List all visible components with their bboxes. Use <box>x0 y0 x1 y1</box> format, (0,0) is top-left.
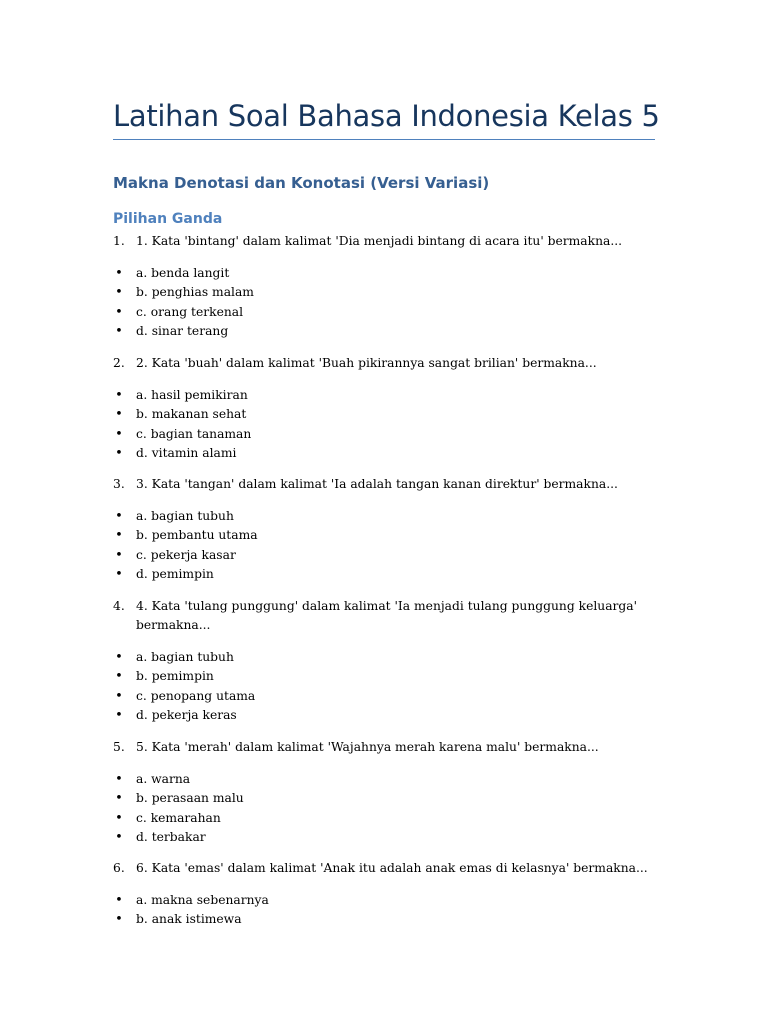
bullet-icon: • <box>115 266 123 281</box>
question-number: 5. <box>113 740 125 754</box>
bullet-icon: • <box>115 323 123 339</box>
question-item <box>113 232 655 251</box>
question-text: 2. Kata 'buah' dalam kalimat 'Buah pikirannya sangat brilian' bermakna... <box>136 356 597 370</box>
option-text: a. makna sebenarnya <box>136 893 269 907</box>
subsection-heading: Pilihan Ganda <box>113 211 223 227</box>
bullet-icon: • <box>115 285 123 301</box>
bullet-icon: • <box>115 669 123 685</box>
option-text: b. pemimpin <box>136 669 214 684</box>
bullet-icon: • <box>115 650 123 665</box>
bullet-icon: • <box>115 707 123 723</box>
option-text: d. pemimpin <box>136 566 214 581</box>
bullet-icon: • <box>115 772 123 787</box>
question-text: 3. Kata 'tangan' dalam kalimat 'Ia adalah tangan kanan direktur' bermakna... <box>136 477 618 491</box>
bullet-icon: • <box>115 791 123 807</box>
option-text: c. bagian tanaman <box>136 426 252 441</box>
option-text: a. bagian tubuh <box>136 509 234 523</box>
question-item <box>113 738 655 757</box>
bullet-icon: • <box>115 893 123 908</box>
option-item <box>113 891 655 910</box>
option-list <box>113 386 655 463</box>
option-text: b. anak istimewa <box>136 912 242 927</box>
option-item <box>113 386 655 405</box>
question-text: 1. Kata 'bintang' dalam kalimat 'Dia menjadi bintang di acara itu' bermakna... <box>136 234 623 248</box>
bullet-icon: • <box>115 509 123 524</box>
option-item <box>113 667 655 686</box>
question-item <box>113 475 655 494</box>
option-item <box>113 283 655 302</box>
bullet-icon: • <box>115 304 123 320</box>
bullet-icon: • <box>115 810 123 826</box>
option-text: a. benda langit <box>136 266 230 280</box>
question-text: 4. Kata 'tulang punggung' dalam kalimat 'Ia menjadi tulang punggung keluarga' bermakna... <box>136 599 637 632</box>
option-item <box>113 809 655 828</box>
option-text: b. makanan sehat <box>136 407 247 422</box>
bullet-icon: • <box>115 407 123 423</box>
option-text: a. hasil pemikiran <box>136 388 248 402</box>
bullet-icon: • <box>115 528 123 544</box>
option-text: a. bagian tubuh <box>136 650 234 664</box>
option-item <box>113 425 655 444</box>
option-list <box>113 264 655 341</box>
option-item <box>113 526 655 545</box>
question-number: 3. <box>113 477 125 491</box>
question-text: 6. Kata 'emas' dalam kalimat 'Anak itu adalah anak emas di kelasnya' bermakna... <box>136 861 648 875</box>
bullet-icon: • <box>115 388 123 403</box>
option-item <box>113 687 655 706</box>
question-item <box>113 597 655 635</box>
option-text: a. warna <box>136 772 191 786</box>
bullet-icon: • <box>115 445 123 461</box>
option-item <box>113 303 655 322</box>
option-item <box>113 405 655 424</box>
question-number: 1. <box>113 234 125 248</box>
option-item <box>113 706 655 725</box>
option-text: c. penopang utama <box>136 688 256 703</box>
question-item <box>113 859 655 878</box>
bullet-icon: • <box>115 829 123 845</box>
bullet-icon: • <box>115 912 123 928</box>
option-list <box>113 648 655 725</box>
option-list <box>113 891 655 930</box>
section-heading: Makna Denotasi dan Konotasi (Versi Variasi) <box>113 174 490 192</box>
bullet-icon: • <box>115 688 123 704</box>
option-item <box>113 546 655 565</box>
option-item <box>113 910 655 929</box>
question-text: 5. Kata 'merah' dalam kalimat 'Wajahnya merah karena malu' bermakna... <box>136 740 599 754</box>
option-text: b. pembantu utama <box>136 528 258 543</box>
document-title: Latihan Soal Bahasa Indonesia Kelas 5 <box>113 99 660 133</box>
option-item <box>113 565 655 584</box>
option-text: c. orang terkenal <box>136 304 244 319</box>
title-divider <box>113 139 655 140</box>
option-item <box>113 507 655 526</box>
option-text: d. terbakar <box>136 829 206 844</box>
option-text: c. kemarahan <box>136 810 221 825</box>
option-text: d. vitamin alami <box>136 445 237 460</box>
option-item <box>113 264 655 283</box>
bullet-icon: • <box>115 566 123 582</box>
bullet-icon: • <box>115 547 123 563</box>
question-number: 6. <box>113 861 125 875</box>
option-text: b. perasaan malu <box>136 791 244 806</box>
question-number: 2. <box>113 356 125 370</box>
option-text: d. pekerja keras <box>136 707 237 722</box>
option-item <box>113 789 655 808</box>
option-item <box>113 444 655 463</box>
bullet-icon: • <box>115 426 123 442</box>
question-item <box>113 354 655 373</box>
option-item <box>113 648 655 667</box>
option-list <box>113 770 655 847</box>
option-item <box>113 770 655 789</box>
option-text: b. penghias malam <box>136 285 254 300</box>
option-list <box>113 507 655 584</box>
option-item <box>113 322 655 341</box>
question-number: 4. <box>113 599 125 613</box>
option-item <box>113 828 655 847</box>
option-text: d. sinar terang <box>136 323 229 338</box>
option-text: c. pekerja kasar <box>136 547 236 562</box>
